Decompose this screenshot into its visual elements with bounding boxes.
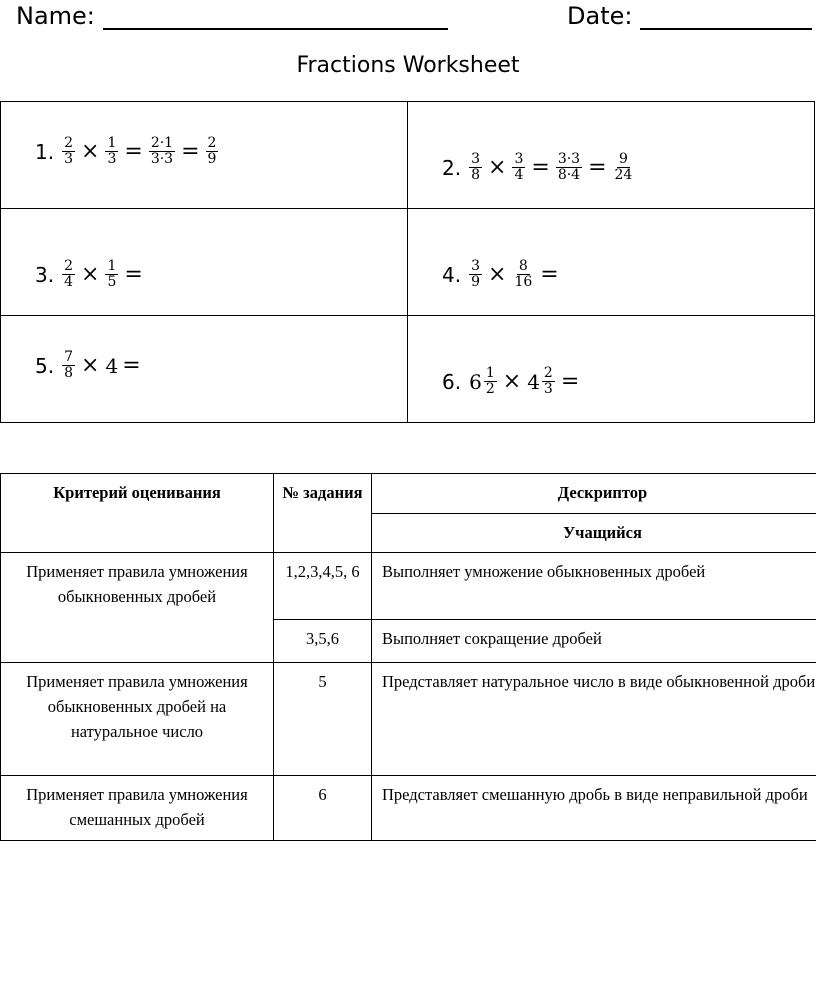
times-sign: ×	[488, 155, 507, 180]
problem-3	[35, 259, 147, 290]
assessment-rubric-table	[0, 473, 816, 841]
problem-number: 6.	[442, 369, 462, 394]
header-task-number: № задания	[274, 474, 372, 553]
criterion-cell: Применяет правила умножения обыкновенных дробей на натуральное число	[1, 663, 274, 776]
descriptor-cell: Представляет смешанную дробь в виде неправильной дроби	[372, 776, 816, 841]
task-number-cell: 1,2,3,4,5, 6	[274, 553, 372, 620]
criterion-cell: Применяет правила умножения смешанных дробей	[1, 776, 274, 841]
equals-sign: =	[124, 139, 143, 164]
fraction: $\frac{7}{8}$	[64, 349, 74, 381]
fraction: $\frac{1}{3}$	[107, 135, 117, 167]
times-sign: ×	[81, 139, 100, 164]
task-number-cell: 6	[274, 776, 372, 841]
fraction: $\frac{9}{24}$	[614, 151, 633, 183]
fraction: $\frac{2}{3}$	[543, 365, 553, 397]
problem-number: 5.	[35, 353, 55, 378]
fraction: $\frac{1}{2}$	[485, 365, 495, 397]
problem-cell-1	[1, 102, 408, 209]
problem-cell-4	[408, 209, 815, 316]
problems-grid	[0, 101, 815, 423]
problem-number: 1.	[35, 139, 55, 164]
problem-number: 4.	[442, 262, 462, 287]
date-field-area	[567, 2, 812, 30]
name-label: Name:	[16, 2, 95, 30]
name-blank-line[interactable]	[103, 4, 448, 30]
name-field-area	[16, 2, 448, 30]
header-descriptor: Дескриптор	[372, 474, 816, 514]
header-criterion: Критерий оценивания	[1, 474, 274, 553]
equals-sign: =	[124, 262, 143, 287]
whole-number: 4	[105, 353, 119, 378]
problem-cell-2	[408, 102, 815, 209]
task-number-cell: 5	[274, 663, 372, 776]
whole-number: 6	[469, 369, 482, 394]
descriptor-cell: Выполняет умножение обыкновенных дробей	[372, 553, 816, 620]
header-student: Учащийся	[372, 513, 816, 553]
times-sign: ×	[81, 262, 100, 287]
descriptor-cell: Выполняет сокращение дробей	[372, 620, 816, 663]
problem-5	[35, 350, 145, 381]
equals-sign: =	[531, 155, 550, 180]
equals-sign: =	[588, 155, 607, 180]
fraction: $\frac{8}{16}$	[514, 258, 533, 290]
task-number-cell: 3,5,6	[274, 620, 372, 663]
problem-1	[35, 136, 220, 167]
fraction: $\frac{1}{5}$	[107, 258, 117, 290]
whole-number: 4	[527, 369, 540, 394]
criterion-cell: Применяет правила умножения обыкновенных дробей	[1, 553, 274, 663]
problem-2	[442, 152, 636, 183]
fraction: $\frac{3}{8}$	[471, 151, 481, 183]
times-sign: ×	[81, 353, 100, 378]
fraction: $\frac{2}{4}$	[64, 258, 74, 290]
fraction: $\frac{3\cdot 3}{8\cdot 4}$	[557, 151, 581, 183]
descriptor-cell: Представляет натуральное число в виде обыкновенной дроби	[372, 663, 816, 776]
date-blank-line[interactable]	[640, 4, 812, 30]
problem-cell-3	[1, 209, 408, 316]
date-label: Date:	[567, 2, 633, 30]
times-sign: ×	[502, 369, 522, 394]
problem-cell-6	[408, 316, 815, 423]
problem-6	[442, 366, 583, 397]
problem-number: 3.	[35, 262, 55, 287]
equals-sign: =	[181, 139, 200, 164]
fraction: $\frac{2}{3}$	[64, 135, 74, 167]
fraction: $\frac{2\cdot 1}{3\cdot 3}$	[150, 135, 174, 167]
problem-cell-5	[1, 316, 408, 423]
equals-sign: =	[560, 369, 580, 394]
times-sign: ×	[488, 262, 507, 287]
worksheet-title: Fractions Worksheet	[296, 53, 520, 78]
fraction: $\frac{3}{9}$	[471, 258, 481, 290]
fraction: $\frac{2}{9}$	[207, 135, 217, 167]
fraction: $\frac{3}{4}$	[514, 151, 524, 183]
equals-sign: =	[122, 353, 141, 378]
problem-number: 2.	[442, 155, 462, 180]
equals-sign: =	[540, 262, 559, 287]
problem-4	[442, 259, 563, 290]
